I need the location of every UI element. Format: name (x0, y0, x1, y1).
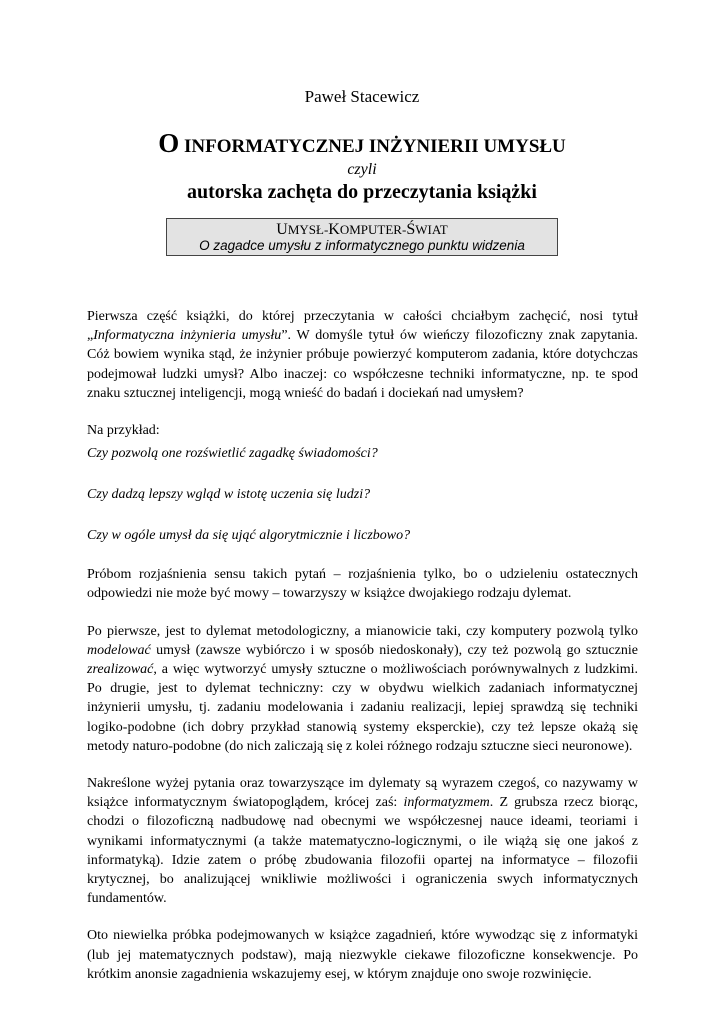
title-connector: czyli (347, 161, 377, 178)
paragraph-3: Po pierwsze, jest to dylemat metodologiczny, a mianowicie taki, czy komputery pozwolą tylko modelować umysł (zawsze wybiórczo i w sposób niedoskonały), czy też pozwolą go sztucznie zrealizować, a więc wytworzyć umysły sztuczne o możliwościach porównywalnych z ludzkimi. Po drugie, jest to dylemat techniczny: czy w obydwu wielkich zadaniach informatycznej inżynierii umysłu, tj. zadaniu modelowania i zadaniu realizacji, lepiej sprawdzą się techniki logiko-podobne (ich dobry przykład stanowią systemy eksperckie), czy też lepsze okażą się metody naturo-podobne (do nich zaliczają się z kolei różnego rodzaju sztuczne sieci neuronowe). (87, 623, 638, 754)
book-subtitle: O zagadce umysłu z informatycznego punktu widzenia (199, 238, 525, 253)
question-1: Czy pozwolą one rozświetlić zagadkę świadomości? (87, 446, 378, 462)
question-2: Czy dadzą lepszy wgląd w istotę uczenia się ludzi? (87, 487, 371, 503)
paragraph-5: Oto niewielka próbka podejmowanych w książce zagadnień, które wywodząc się z informatyki (lub jej matematycznych podstaw), mają niezwykle ciekawe filozoficzne konsekwencje. Po krótkim anonsie zagadnienia wskazujemy esej, w którym znajduje ono swoje rozwinięcie. (87, 928, 638, 982)
book-title: UMYSŁ-KOMPUTER-ŚWIAT (276, 221, 448, 238)
author-name: Paweł Stacewicz (304, 87, 420, 106)
main-title (0, 128, 724, 159)
title-rest: INFORMATYCZNEJ INŻYNIERII UMYSŁU (183, 136, 566, 157)
question-3: Czy w ogóle umysł da się ująć algorytmicznie i liczbowo? (87, 528, 411, 544)
paragraph-2: Próbom rozjaśnienia sensu takich pytań – rozjaśnienia tylko, bo o udzieleniu ostatecznych odpowiedzi nie może być mowy – towarzyszy w książce dwojakiego rodzaju dylemat. (87, 567, 638, 602)
book-title-box (166, 218, 558, 256)
paragraph-na-przyklad: Na przykład: (87, 423, 160, 439)
body-text (87, 307, 638, 1002)
subtitle: autorska zachęta do przeczytania książki (187, 181, 537, 203)
paragraph-1: Pierwsza część książki, do której przeczytania w całości chciałbym zachęcić, nosi tytuł „Informatyczna inżynieria umysłu”. W domyśle tytuł ów wieńczy filozoficzny znak zapytania. Cóż bowiem wynika stąd, że inżynier próbuje powierzyć komputerom zadania, które dotychczas podejmował ludzki umysł? Albo inaczej: co współczesne techniki informatyczne, np. te spod znaku sztucznej inteligencji, mogą wnieść do badań i dociekań nad umysłem? (87, 309, 639, 401)
title-initial: O (158, 128, 180, 158)
question-list (87, 442, 638, 547)
paragraph-4: Nakreślone wyżej pytania oraz towarzyszące im dylematy są wyrazem czegoś, co nazywamy w książce informatycznym światopoglądem, krócej zaś: informatyzmem. Z grubsza rzecz biorąc, chodzi o filozoficzną nadbudowę nad obecnymi we współczesnej nauce ideami, teoriami i wynikami informatycznymi (a także matematyczno-logicznymi, o ile wiążą się one jakoś z informatyką). Idzie zatem o próbę zbudowania filozofii opartej na informatyce – filozofii krytycznej, bo analizującej wnikliwie możliwości i ograniczenia swych informatycznych fundamentów. (87, 776, 638, 907)
